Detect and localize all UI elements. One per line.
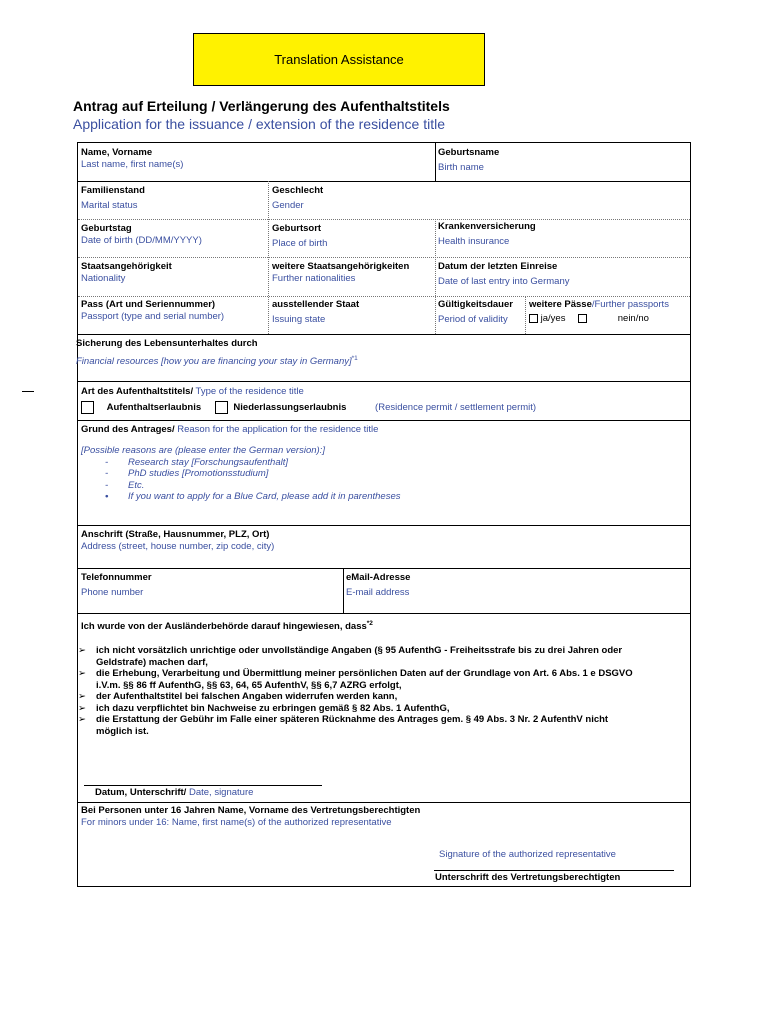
field-further-nationalities[interactable]: weitere Staatsangehörigkeiten Further nationalities (272, 261, 410, 284)
field-reason[interactable]: Grund des Antrages/ Reason for the application for the residence title [Possible reasons are (please enter the German version):] - Research stay [Forschungsaufenthalt] - PhD studies [Promotionsstudium] - Etc. • If you want to apply for a Blue Card, please add it in parentheses (81, 424, 681, 503)
field-health-insurance[interactable]: Krankenversicherung Health insurance (438, 221, 536, 247)
signature-line[interactable] (84, 785, 322, 786)
field-gender[interactable]: Geschlecht Gender (272, 185, 324, 211)
passport-yes-checkbox[interactable] (529, 314, 538, 323)
page-subtitle: Application for the issuance / extension of the residence title (73, 116, 445, 132)
field-financial-resources[interactable]: Sicherung des Lebensunterhaltes durch Financial resources [how you are financing your stay in Germany]$^{*1}$ (76, 338, 358, 368)
field-phone[interactable]: Telefonnummer Phone number (81, 572, 152, 598)
notice-section: Ich wurde von der Ausländerbehörde darauf hingewiesen, dass$^{*2}$ ➢ ich nicht vorsätzlich unrichtige oder unvollständige Angaben (§ 95 AufenthG - Freiheitsstrafe bis zu drei Jahren oder Geldstrafe) machen darf, ➢ die Erhebung, Verarbeitung und Übermittlung meiner persönlichen Daten auf der Grundlage von Art. 6 Abs. 1 e DSGVO i.V.m. §§ 86 ff AufenthG, §§ 63, 64, 65 AufenthV, §§ 6,7 AZRG erfolgt, ➢ der Aufenthaltstitel bei falschen Angaben widerrufen werden kann, ➢ ich dazu verpflichtet bin Nachweise zu erbringen gemäß § 82 Abs. 1 AufenthG, ➢ die Erstattung der Gebühr im Falle einer späteren Rücknahme des Antrages gem. § 49 Abs. 3 Nr. 2 AufenthV nicht möglich ist. (81, 618, 687, 737)
field-email[interactable]: eMail-Adresse E-mail address (346, 572, 411, 598)
field-minors[interactable]: Bei Personen unter 16 Jahren Name, Vorname des Vertretungsberechtigten For minors under 16: Name, first name(s) of the authorized representative (81, 805, 421, 828)
field-address[interactable]: Anschrift (Straße, Hausnummer, PLZ, Ort) Address (street, house number, zip code, city) (81, 529, 275, 552)
signature-label: Datum, Unterschrift/ Date, signature (95, 787, 254, 798)
field-marital-status[interactable]: Familienstand Marital status (81, 185, 145, 211)
notice-list: ➢ ich nicht vorsätzlich unrichtige oder unvollständige Angaben (§ 95 AufenthG - Freiheitsstrafe bis zu drei Jahren oder Geldstrafe) machen darf, ➢ die Erhebung, Verarbeitung und Übermittlung meiner persönlichen Daten auf der Grundlage von Art. 6 Abs. 1 e DSGVO i.V.m. §§ 86 ff AufenthG, §§ 63, 64, 65 AufenthV, §§ 6,7 AZRG erfolgt, ➢ der Aufenthaltstitel bei falschen Angaben widerrufen werden kann, ➢ ich dazu verpflichtet bin Nachweise zu erbringen gemäß § 82 Abs. 1 AufenthG, ➢ die Erstattung der Gebühr im Falle einer späteren Rücknahme des Antrages gem. § 49 Abs. 3 Nr. 2 AufenthV nicht möglich ist. (78, 645, 633, 737)
reasons-list: - Research stay [Forschungsaufenthalt] - PhD studies [Promotionsstudium] - Etc. • If you want to apply for a Blue Card, please add it in parentheses (105, 456, 401, 502)
field-passport[interactable]: Pass (Art und Seriennummer) Passport (type and serial number) (81, 299, 225, 322)
rep-signature-de: Unterschrift des Vertretungsberechtigten (435, 872, 621, 883)
page-title: Antrag auf Erteilung / Verlängerung des Aufenthaltstitels (73, 98, 450, 114)
rep-signature-en: Signature of the authorized representative (439, 849, 616, 860)
field-last-entry[interactable]: Datum der letzten Einreise Date of last entry into Germany (438, 261, 570, 287)
settlement-permit-checkbox[interactable] (215, 401, 228, 414)
field-birthplace[interactable]: Geburtsort Place of birth (272, 223, 328, 249)
field-birthname[interactable]: Geburtsname Birth name (438, 147, 500, 173)
field-name[interactable]: Name, Vorname Last name, first name(s) (81, 147, 184, 170)
field-residence-type: Art des Aufenthaltstitels/ Type of the residence title Aufenthaltserlaubnis Niederlassungserlaubnis (Residence permit / settlement permit) (81, 386, 537, 414)
passport-no-checkbox[interactable] (578, 314, 587, 323)
application-form (77, 142, 691, 887)
field-issuing-state[interactable]: ausstellender Staat Issuing state (272, 299, 360, 325)
translation-banner: Translation Assistance (193, 33, 485, 86)
margin-mark (22, 391, 34, 392)
field-further-passports: weitere Pässe/Further passports ja/yes nein/no (529, 299, 669, 324)
field-birthday[interactable]: Geburtstag Date of birth (DD/MM/YYYY) (81, 223, 202, 246)
field-nationality[interactable]: Staatsangehörigkeit Nationality (81, 261, 172, 284)
rep-signature-line[interactable] (434, 870, 674, 871)
field-validity[interactable]: Gültigkeitsdauer Period of validity (438, 299, 513, 325)
residence-permit-checkbox[interactable] (81, 401, 94, 414)
